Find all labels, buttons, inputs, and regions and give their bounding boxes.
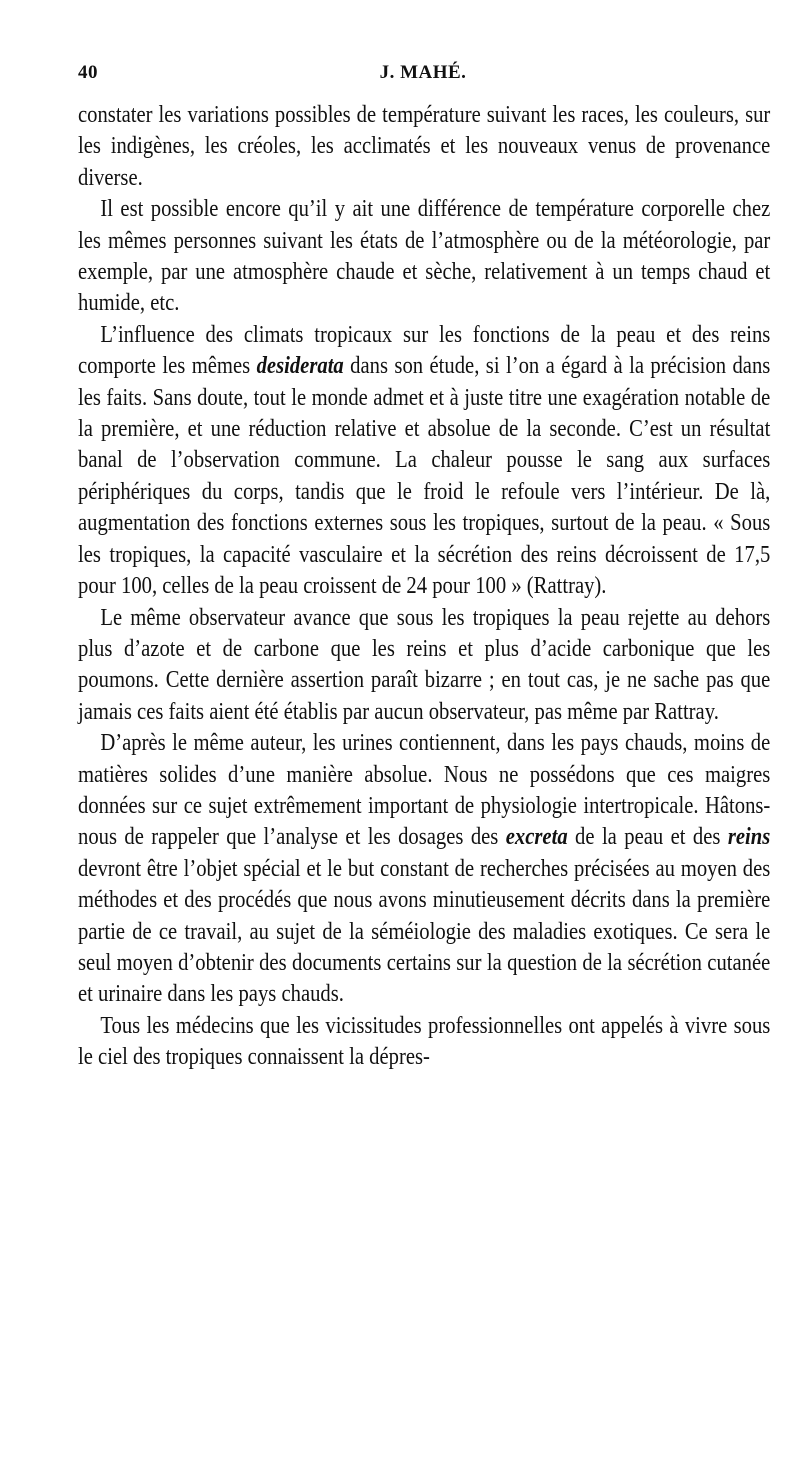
paragraph-text: L’influence des climats tropicaux sur les fonctions de la peau et des reins comporte les mêmes xyxy=(78,321,771,380)
paragraph xyxy=(78,1011,770,1074)
paragraph xyxy=(78,728,770,1011)
emphasis-text: excreta xyxy=(505,824,568,851)
running-title: J. MAHÉ. xyxy=(379,62,467,83)
page-number: 40 xyxy=(78,62,98,83)
paragraph-text: devront être l’objet spécial et le but constant de recherches précisées au moyen des méthodes et des procédés que nous avons minutieusement décrits dans la première partie de ce travail, au sujet de la séméiologie des maladies exotiques. Ce sera le seul moyen d’obtenir des documents certains sur la question de la sécrétion cutanée et urinaire dans les pays chauds. xyxy=(78,855,771,1008)
emphasis-text: reins xyxy=(727,824,771,851)
body-text xyxy=(78,100,770,1074)
paragraph-text: constater les variations possibles de température suivant les races, les couleurs, sur les indigènes, les créoles, les acclimatés et les nouveaux venus de provenance diverse. xyxy=(78,102,771,191)
paragraph xyxy=(78,100,770,194)
page-header xyxy=(78,62,768,90)
paragraph-text: Il est possible encore qu’il y ait une différence de température corporelle chez les mêmes personnes suivant les états de l’atmosphère ou de la météorologie, par exemple, par une atmosphère chaude et sèche, relativement à un temps chaud et humide, etc. xyxy=(78,196,771,317)
paragraph xyxy=(78,320,770,603)
paragraph-text: de la peau et des xyxy=(567,824,728,851)
paragraph-text: D’après le même auteur, les urines contiennent, dans les pays chauds, moins de matières solides d’une manière absolue. Nous ne possédons que ces maigres données sur ce sujet extrêmement important de physiologie intertropicale. Hâtons-nous de rappeler que l’analyse et les dosages des xyxy=(78,730,771,851)
paragraph xyxy=(78,603,770,729)
paragraph-text: dans son étude, si l’on a égard à la précision dans les faits. Sans doute, tout le monde admet et à juste titre une exagération notable de la première, et une réduction relative et absolue de la seconde. C’est un résultat banal de l’observation commune. La chaleur pousse le sang aux surfaces périphériques du corps, tandis que le froid le refoule vers l’intérieur. De là, augmentation des fonctions externes sous les tropiques, surtout de la peau. « Sous les tropiques, la capacité vasculaire et la sécrétion des reins décroissent de 17,5 pour 100, celles de la peau croissent de 24 pour 100 » (Rattray). xyxy=(78,353,771,600)
emphasis-text: desiderata xyxy=(256,353,344,380)
paragraph-text: Le même observateur avance que sous les tropiques la peau rejette au dehors plus d’azote et de carbone que les reins et plus d’acide carbonique que les poumons. Cette dernière assertion paraît bizarre ; en tout cas, je ne sache pas que jamais ces faits aient été établis par aucun observateur, pas même par Rattray. xyxy=(78,604,771,725)
paragraph xyxy=(78,194,770,320)
paragraph-text: Tous les médecins que les vicissitudes professionnelles ont appelés à vivre sous le ciel des tropiques connaissent la dépres- xyxy=(78,1012,771,1071)
